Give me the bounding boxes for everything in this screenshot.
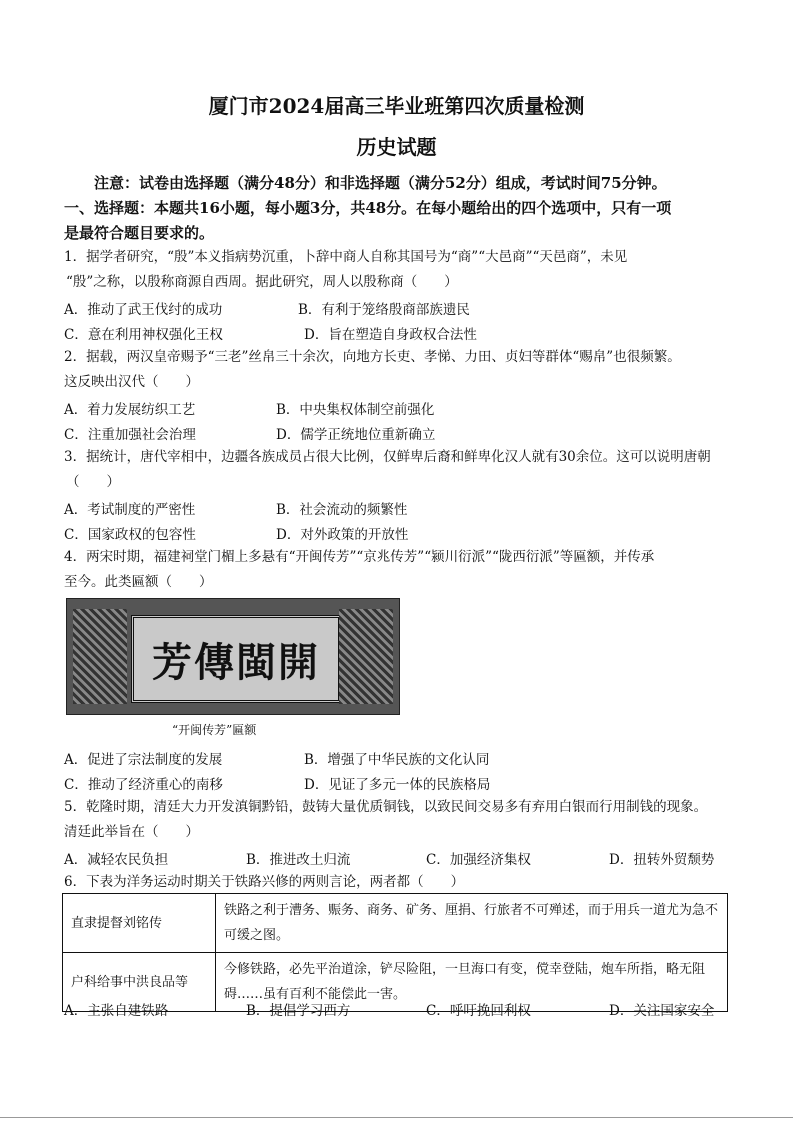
q5-option-a: A．减轻农民负担 bbox=[64, 852, 169, 868]
exam-title: 厦门市2024届高三毕业班第四次质量检测 bbox=[208, 94, 585, 118]
table-cell-text: 铁路之利于漕务、赈务、商务、矿务、厘捐、行旅者不可殚述，而于用兵一道尤为急不可缓之图。 bbox=[216, 894, 728, 953]
q4-option-a: A．促进了宗法制度的发展 bbox=[64, 752, 223, 768]
plaque-image bbox=[66, 598, 400, 715]
plaque-panel bbox=[131, 615, 341, 703]
q6-table bbox=[62, 893, 728, 1012]
q3-option-c: C．国家政权的包容性 bbox=[64, 527, 196, 543]
q2-option-c: C．注重加强社会治理 bbox=[64, 427, 196, 443]
q2-option-b: B．中央集权体制空前强化 bbox=[276, 402, 435, 418]
q3-stem: 3．据统计，唐代宰相中，边疆各族成员占很大比例，仅鲜卑后裔和鲜卑化汉人就有30余位。这可以说明唐朝 bbox=[64, 449, 711, 465]
q6-option-b: B．提倡学习西方 bbox=[246, 1003, 351, 1019]
q5-stem: 5．乾隆时期，清廷大力开发滇铜黔铅，鼓铸大量优质铜钱，以致民间交易多有弃用白银而行用制钱的现象。 bbox=[64, 799, 708, 815]
q1-option-c: C．意在利用神权强化王权 bbox=[64, 327, 223, 343]
q2-stem: 2．据载，两汉皇帝赐予“三老”丝帛三十余次，向地方长吏、孝悌、力田、贞妇等群体“赐帛”也很频繁。 bbox=[64, 349, 681, 365]
q6-stem: 6．下表为洋务运动时期关于铁路兴修的两则言论，两者都（ ） bbox=[64, 874, 465, 890]
page-bottom-rule bbox=[0, 1117, 793, 1118]
q2-stem-cont: 这反映出汉代（ ） bbox=[64, 374, 199, 390]
q3-option-b: B．社会流动的频繁性 bbox=[276, 502, 408, 518]
section-heading-cont: 是最符合题目要求的。 bbox=[64, 224, 215, 242]
q5-option-d: D．扭转外贸颓势 bbox=[609, 852, 715, 868]
plaque-ornament-left bbox=[73, 609, 127, 704]
q1-stem: 1．据学者研究，“殷”本义指病势沉重，卜辞中商人自称其国号为“商”“大邑商”“天邑商”，未见 bbox=[64, 249, 628, 265]
q4-stem: 4．两宋时期，福建祠堂门楣上多悬有“开闽传芳”“京兆传芳”“颍川衍派”“陇西衍派”等匾额，并传承 bbox=[64, 549, 655, 565]
plaque-caption: “开闽传芳”匾额 bbox=[172, 723, 257, 737]
plaque-inscription: 芳傳閩開 bbox=[152, 638, 320, 686]
q5-stem-cont: 清廷此举旨在（ ） bbox=[64, 824, 199, 840]
table-cell-source: 直隶提督刘铭传 bbox=[63, 894, 216, 953]
q1-option-d: D．旨在塑造自身政权合法性 bbox=[304, 327, 477, 343]
q3-option-a: A．考试制度的严密性 bbox=[64, 502, 196, 518]
q3-option-d: D．对外政策的开放性 bbox=[276, 527, 409, 543]
q1-option-a: A．推动了武王伐纣的成功 bbox=[64, 302, 223, 318]
exam-subtitle: 历史试题 bbox=[356, 135, 437, 159]
q6-option-c: C．呼吁挽回利权 bbox=[426, 1003, 531, 1019]
q5-option-b: B．推进改土归流 bbox=[246, 852, 351, 868]
q4-option-b: B．增强了中华民族的文化认同 bbox=[304, 752, 490, 768]
q4-option-c: C．推动了经济重心的南移 bbox=[64, 777, 223, 793]
table-cell-text: 今修铁路，必先平治道涂，铲尽险阻，一旦海口有变，傥幸登陆，炮车所指，略无阻碍……虽有百利不能偿此一害。 bbox=[216, 953, 728, 1012]
notice: 注意：试卷由选择题（满分48分）和非选择题（满分52分）组成，考试时间75分钟。 bbox=[94, 174, 667, 192]
q4-option-d: D．见证了多元一体的民族格局 bbox=[304, 777, 491, 793]
q5-option-c: C．加强经济集权 bbox=[426, 852, 531, 868]
q4-stem-cont: 至今。此类匾额（ ） bbox=[64, 574, 213, 590]
q6-option-a: A．主张自建铁路 bbox=[64, 1003, 169, 1019]
q3-stem-cont: （ ） bbox=[66, 474, 120, 490]
section-heading: 一、选择题：本题共16小题，每小题3分，共48分。在每小题给出的四个选项中，只有一项 bbox=[64, 199, 672, 217]
q1-stem-cont: “殷”之称，以殷称商源自西周。据此研究，周人以殷称商（ ） bbox=[66, 274, 458, 290]
q6-option-d: D．关注国家安全 bbox=[609, 1003, 715, 1019]
q2-option-a: A．着力发展纺织工艺 bbox=[64, 402, 196, 418]
table-cell-source: 户科给事中洪良品等 bbox=[63, 953, 216, 1012]
q2-option-d: D．儒学正统地位重新确立 bbox=[276, 427, 436, 443]
q1-option-b: B．有利于笼络殷商部族遗民 bbox=[298, 302, 470, 318]
plaque-ornament-right bbox=[339, 609, 393, 704]
table-row bbox=[63, 894, 728, 953]
